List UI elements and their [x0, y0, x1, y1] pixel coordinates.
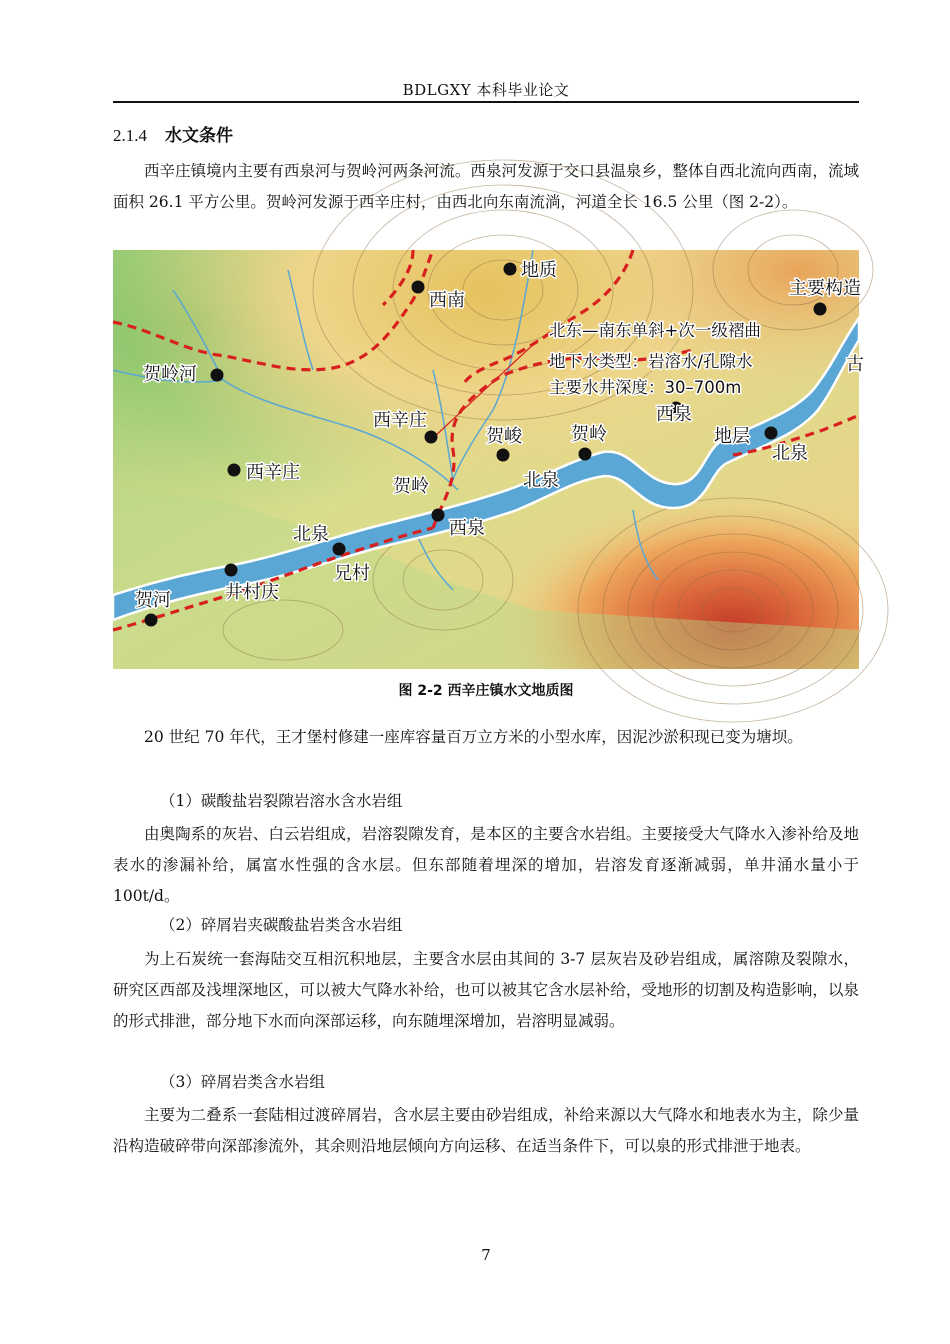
subheading-3: （3）碎屑岩类含水岩组 — [160, 1073, 325, 1091]
label-jingcunqing: 井村庆 — [225, 582, 279, 603]
label-xixinzhuang-a: 西辛庄 — [246, 462, 300, 483]
paragraph-2: 20 世纪 70 年代，王才堡村修建一座库容量百万立方米的小型水库，因泥沙淤积现已变为塘坝。 — [144, 728, 803, 746]
label-heling-a: 贺岭 — [393, 476, 429, 497]
subheading-1: （1）碳酸盐岩裂隙岩溶水含水岩组 — [160, 792, 403, 810]
label-dizhi: 地质 — [521, 260, 557, 281]
label-zhuyao: 主要构造 — [789, 278, 861, 299]
page-number: 7 — [481, 1246, 491, 1264]
paragraph-3: 由奥陶系的灰岩、白云岩组成，岩溶裂隙发育，是本区的主要含水岩组。主要接受大气降水入渗补给及地表水的渗漏补给，属富水性强的含水层。但东部随着埋深的增加，岩溶发育逐渐减弱，单井涌水量小于 100t/d。 — [113, 825, 859, 905]
label-hehe: 贺河 — [135, 590, 171, 611]
section-number: 2.1.4 — [113, 126, 147, 145]
label-xinan: 西南 — [429, 290, 465, 311]
label-xiquan-a: 西泉 — [656, 404, 692, 425]
hydrogeology-map — [113, 250, 864, 669]
label-diceng: 地层 — [714, 426, 750, 447]
label-xixinzhuang-b: 西辛庄 — [373, 410, 427, 431]
label-gu: 古 — [846, 354, 864, 375]
label-xiquan-b: 西泉 — [449, 518, 485, 539]
section-heading — [113, 121, 233, 146]
label-helinghe: 贺岭河 — [143, 364, 197, 385]
figure-caption: 图 2-2 西辛庄镇水文地质图 — [398, 683, 574, 699]
section-title: 水文条件 — [165, 126, 233, 146]
annotation-structure: 北东—南东单斜+次一级褶曲 — [549, 321, 761, 340]
label-beiquan-a: 北泉 — [772, 443, 808, 464]
map-svg — [113, 250, 864, 669]
subheading-2: （2）碎屑岩夹碳酸盐岩类含水岩组 — [160, 916, 403, 934]
label-xiongcun: 兄村 — [334, 563, 370, 584]
annotation-water-type: 地下水类型：岩溶水/孔隙水 — [549, 352, 753, 371]
paragraph-4: 为上石炭统一套海陆交互相沉积地层，主要含水层由其间的 3-7 层灰岩及砂岩组成，属溶隙及裂隙水，研究区西部及浅埋深地区，可以被大气降水补给，也可以被其它含水层补给，受地形的切割及构造影响，以泉的形式排泄，部分地下水而向深部运移，向东随埋深增加，岩溶明显减弱。 — [113, 950, 859, 1030]
paragraph-1: 西辛庄镇境内主要有西泉河与贺岭河两条河流。西泉河发源于交口县温泉乡，整体自西北流向西南，流域面积 26.1 平方公里。贺岭河发源于西辛庄村，由西北向东南流淌，河道全长 16.5 公里（图 2-2）。 — [113, 162, 859, 211]
label-beiquan-c: 北泉 — [293, 524, 329, 545]
label-beiquan-b: 北泉 — [523, 470, 559, 491]
annotation-well-depth: 主要水井深度：30–700m — [549, 378, 742, 397]
page-header: BDLGXY 本科毕业论文 — [402, 81, 570, 99]
label-hejun: 贺峻 — [486, 426, 522, 447]
label-heling-b: 贺岭 — [571, 424, 607, 445]
header-rule — [113, 101, 859, 103]
paragraph-5: 主要为二叠系一套陆相过渡碎屑岩，含水层主要由砂岩组成，补给来源以大气降水和地表水为主，除少量沿构造破碎带向深部渗流外，其余则沿地层倾向方向运移、在适当条件下，可以泉的形式排泄于地表。 — [113, 1106, 859, 1155]
